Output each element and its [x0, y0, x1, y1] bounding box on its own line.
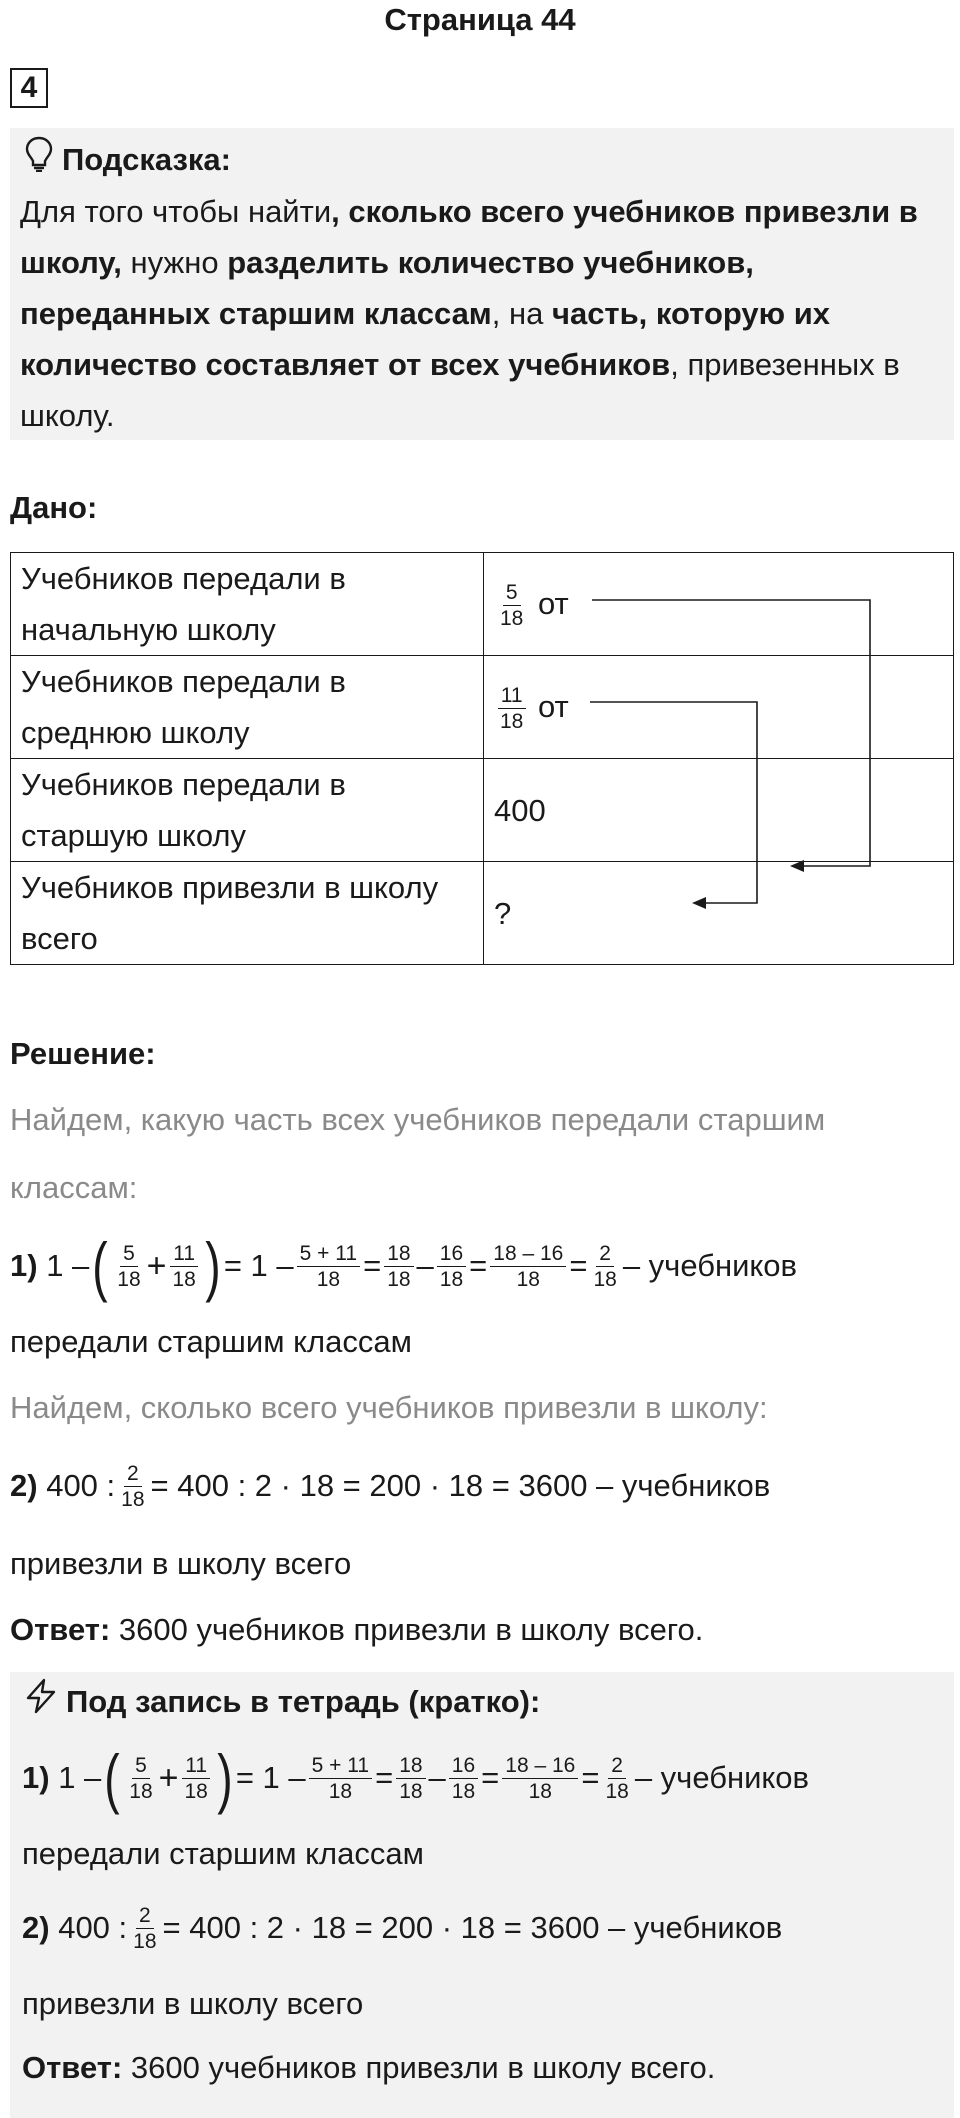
answer-text: 3600 учебников привезли в школу всего.	[110, 1612, 704, 1647]
given-label: Учебников привезли в школу всего	[11, 862, 484, 965]
step-post: = 400 : 2 · 18 = 200 · 18 = 3600 – учебников	[150, 1468, 771, 1503]
notebook-header	[24, 1678, 540, 1726]
step-text: передали старшим классам	[10, 1324, 412, 1359]
hint-part-bold: часть, которую их количество составляет от всех учебников	[20, 296, 831, 382]
hint-part-bold: разделить количество учебников, переданных старшим классам	[20, 245, 754, 331]
suffix: от	[537, 688, 569, 724]
step-label: 2)	[22, 1910, 50, 1945]
intro-text: классам:	[10, 1170, 138, 1205]
notebook-title: Под запись в тетрадь (кратко):	[66, 1684, 541, 1719]
given-label: Учебников передали в старшую школу	[11, 759, 484, 862]
step-post: = 400 : 2 · 18 = 200 · 18 = 3600 – учебников	[162, 1910, 783, 1945]
given-label: Учебников передали в среднюю школу	[11, 656, 484, 759]
answer	[10, 1608, 703, 1652]
note-step-2: 2) 400 : $\frac{2}{18}$ = 400 : 2 · 18 = 200 · 18 = 3600 – учебников	[22, 1903, 783, 1953]
step-text: привезли в школу всего	[10, 1546, 352, 1581]
step-label: 1)	[10, 1248, 38, 1283]
intro-text: Найдем, какую часть всех учебников передали старшим	[10, 1102, 826, 1137]
answer	[22, 2046, 715, 2090]
note-step-1: 1) 1 – ( $\frac{5}{18}$ + $\frac{11}{18}$ ) = 1 – $\frac{5 + 11}{18}$ = $\frac{18}{18}$ – $\frac{16}{18}$ = $\frac{18 - 16}{18}$ = $\frac{2}{18}$ – учебников	[22, 1741, 810, 1815]
step-tail: – учебников	[634, 1760, 810, 1795]
step-pre: 400 :	[58, 1910, 128, 1945]
hint-part: , привезенных в школу.	[20, 347, 900, 433]
solution-title: Решение:	[10, 1036, 156, 1071]
hint-part: нужно	[121, 245, 228, 280]
frac-num: 11	[498, 684, 526, 709]
step-2: 2) 400 : $\frac{2}{18}$ = 400 : 2 · 18 = 200 · 18 = 3600 – учебников	[10, 1461, 771, 1511]
step-label: 1)	[22, 1760, 50, 1795]
suffix: от	[537, 585, 569, 621]
notebook-box	[10, 1672, 954, 2118]
frac-num: 5	[503, 581, 521, 606]
step-tail: – учебников	[622, 1248, 798, 1283]
intro-text: Найдем, сколько всего учебников привезли в школу:	[10, 1390, 768, 1425]
task-number: 4	[10, 68, 48, 108]
given-value: ?	[484, 862, 954, 965]
hint-part: Для того чтобы найти	[20, 194, 332, 229]
step-label: 2)	[10, 1468, 38, 1503]
page-title: Страница 44	[384, 2, 576, 37]
frac-den: 18	[500, 607, 524, 631]
step-1: 1) 1 – ( $\frac{5}{18}$ + $\frac{11}{18}$ ) = 1 – $\frac{5 + 11}{18}$ = $\frac{18}{18}$ – $\frac{16}{18}$ = $\frac{18 - 16}{18}$ = $\frac{2}{18}$ – учебников	[10, 1229, 798, 1303]
given-value: 400	[484, 759, 954, 862]
answer-label: Ответ:	[10, 1612, 111, 1647]
hint-title: Подсказка:	[62, 141, 231, 177]
step-text: передали старшим классам	[22, 1836, 424, 1871]
step-text: привезли в школу всего	[22, 1986, 364, 2021]
hint-part: , на	[491, 296, 552, 331]
answer-label: Ответ:	[22, 2050, 123, 2085]
hint-part-bold: , сколько всего учебников привезли в школу,	[20, 194, 918, 280]
answer-text: 3600 учебников привезли в школу всего.	[122, 2050, 716, 2085]
given-title: Дано:	[10, 490, 98, 525]
step-pre: 400 :	[46, 1468, 116, 1503]
lightning-icon	[24, 1678, 58, 1726]
frac-den: 18	[500, 710, 524, 734]
given-label: Учебников передали в начальную школу	[11, 553, 484, 656]
